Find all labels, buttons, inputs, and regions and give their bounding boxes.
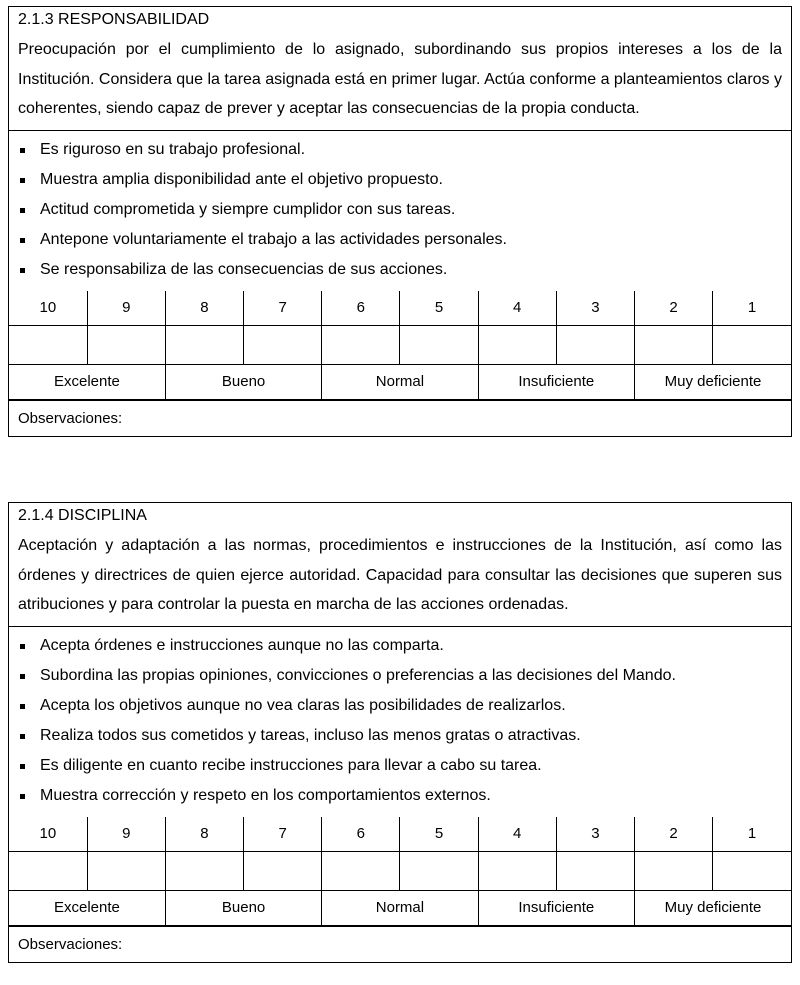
- mark-cell[interactable]: [400, 325, 478, 364]
- score-cell: 5: [400, 817, 478, 852]
- rating-label: Excelente: [9, 890, 165, 925]
- behavior-list: [9, 627, 791, 817]
- score-cell: 4: [478, 817, 556, 852]
- list-item: Antepone voluntariamente el trabajo a las actividades personales.: [18, 225, 782, 255]
- score-row: [9, 291, 791, 326]
- rating-label: Bueno: [165, 890, 321, 925]
- score-cell: 9: [87, 291, 165, 326]
- label-row: [9, 364, 791, 399]
- mark-cell[interactable]: [244, 851, 322, 890]
- behavior-list: [9, 131, 791, 291]
- rating-table: [9, 817, 791, 926]
- mark-cell[interactable]: [165, 851, 243, 890]
- score-cell: 6: [322, 291, 400, 326]
- mark-cell[interactable]: [87, 325, 165, 364]
- mark-cell[interactable]: [9, 325, 87, 364]
- rating-label: Muy deficiente: [635, 364, 792, 399]
- list-item: Se responsabiliza de las consecuencias de sus acciones.: [18, 255, 782, 285]
- section-title: 2.1.4 DISCIPLINA: [18, 507, 147, 524]
- list-item: Acepta órdenes e instrucciones aunque no las comparta.: [18, 631, 782, 661]
- observations-field[interactable]: Observaciones:: [18, 409, 123, 427]
- score-cell: 6: [322, 817, 400, 852]
- rating-label: Normal: [322, 890, 478, 925]
- rating-label: Insuficiente: [478, 890, 634, 925]
- mark-cell[interactable]: [322, 851, 400, 890]
- rating-table: [9, 291, 791, 400]
- score-cell: 5: [400, 291, 478, 326]
- section-title: 2.1.3 RESPONSABILIDAD: [18, 11, 210, 28]
- score-cell: 1: [713, 817, 791, 852]
- score-cell: 3: [556, 817, 634, 852]
- mark-cell[interactable]: [635, 851, 713, 890]
- mark-cell[interactable]: [9, 851, 87, 890]
- mark-cell[interactable]: [713, 325, 791, 364]
- score-cell: 8: [165, 817, 243, 852]
- mark-cell[interactable]: [165, 325, 243, 364]
- list-item: Subordina las propias opiniones, convicciones o preferencias a las decisiones del Mando.: [18, 661, 782, 691]
- score-cell: 7: [244, 817, 322, 852]
- mark-cell[interactable]: [244, 325, 322, 364]
- list-item: Muestra amplia disponibilidad ante el objetivo propuesto.: [18, 165, 782, 195]
- list-item: Es riguroso en su trabajo profesional.: [18, 135, 782, 165]
- mark-cell[interactable]: [478, 851, 556, 890]
- rating-label: Bueno: [165, 364, 321, 399]
- rating-label: Muy deficiente: [635, 890, 792, 925]
- mark-cell[interactable]: [87, 851, 165, 890]
- score-cell: 10: [9, 817, 87, 852]
- mark-cell[interactable]: [556, 851, 634, 890]
- score-cell: 2: [635, 817, 713, 852]
- score-cell: 1: [713, 291, 791, 326]
- observations-field[interactable]: Observaciones:: [18, 935, 123, 953]
- section-responsabilidad: [8, 6, 792, 437]
- mark-cell[interactable]: [635, 325, 713, 364]
- section-description: Preocupación por el cumplimiento de lo asignado, subordinando sus propios intereses a los de la Institución. Considera que la tarea asignada está en primer lugar. Actúa conforme a planteamientos claros y coherentes, siendo capaz de prever y aceptar las consecuencias de la propia conducta.: [18, 41, 782, 117]
- score-cell: 7: [244, 291, 322, 326]
- mark-cell[interactable]: [322, 325, 400, 364]
- list-item: Acepta los objetivos aunque no vea claras las posibilidades de realizarlos.: [18, 691, 782, 721]
- score-cell: 8: [165, 291, 243, 326]
- score-cell: 4: [478, 291, 556, 326]
- score-cell: 10: [9, 291, 87, 326]
- list-item: Muestra corrección y respeto en los comportamientos externos.: [18, 781, 782, 811]
- rating-label: Excelente: [9, 364, 165, 399]
- mark-cell[interactable]: [400, 851, 478, 890]
- mark-row: [9, 851, 791, 890]
- list-item: Realiza todos sus cometidos y tareas, incluso las menos gratas o atractivas.: [18, 721, 782, 751]
- list-item: Es diligente en cuanto recibe instrucciones para llevar a cabo su tarea.: [18, 751, 782, 781]
- rating-label: Insuficiente: [478, 364, 634, 399]
- mark-cell[interactable]: [556, 325, 634, 364]
- mark-cell[interactable]: [713, 851, 791, 890]
- label-row: [9, 890, 791, 925]
- mark-cell[interactable]: [478, 325, 556, 364]
- mark-row: [9, 325, 791, 364]
- score-row: [9, 817, 791, 852]
- rating-label: Normal: [322, 364, 478, 399]
- section-description: Aceptación y adaptación a las normas, procedimientos e instrucciones de la Institución, así como las órdenes y directrices de quien ejerce autoridad. Capacidad para consultar las decisiones que superen sus atribuciones y para controlar la puesta en marcha de las acciones ordenadas.: [18, 537, 782, 613]
- score-cell: 2: [635, 291, 713, 326]
- score-cell: 9: [87, 817, 165, 852]
- score-cell: 3: [556, 291, 634, 326]
- list-item: Actitud comprometida y siempre cumplidor con sus tareas.: [18, 195, 782, 225]
- section-disciplina: [8, 502, 792, 963]
